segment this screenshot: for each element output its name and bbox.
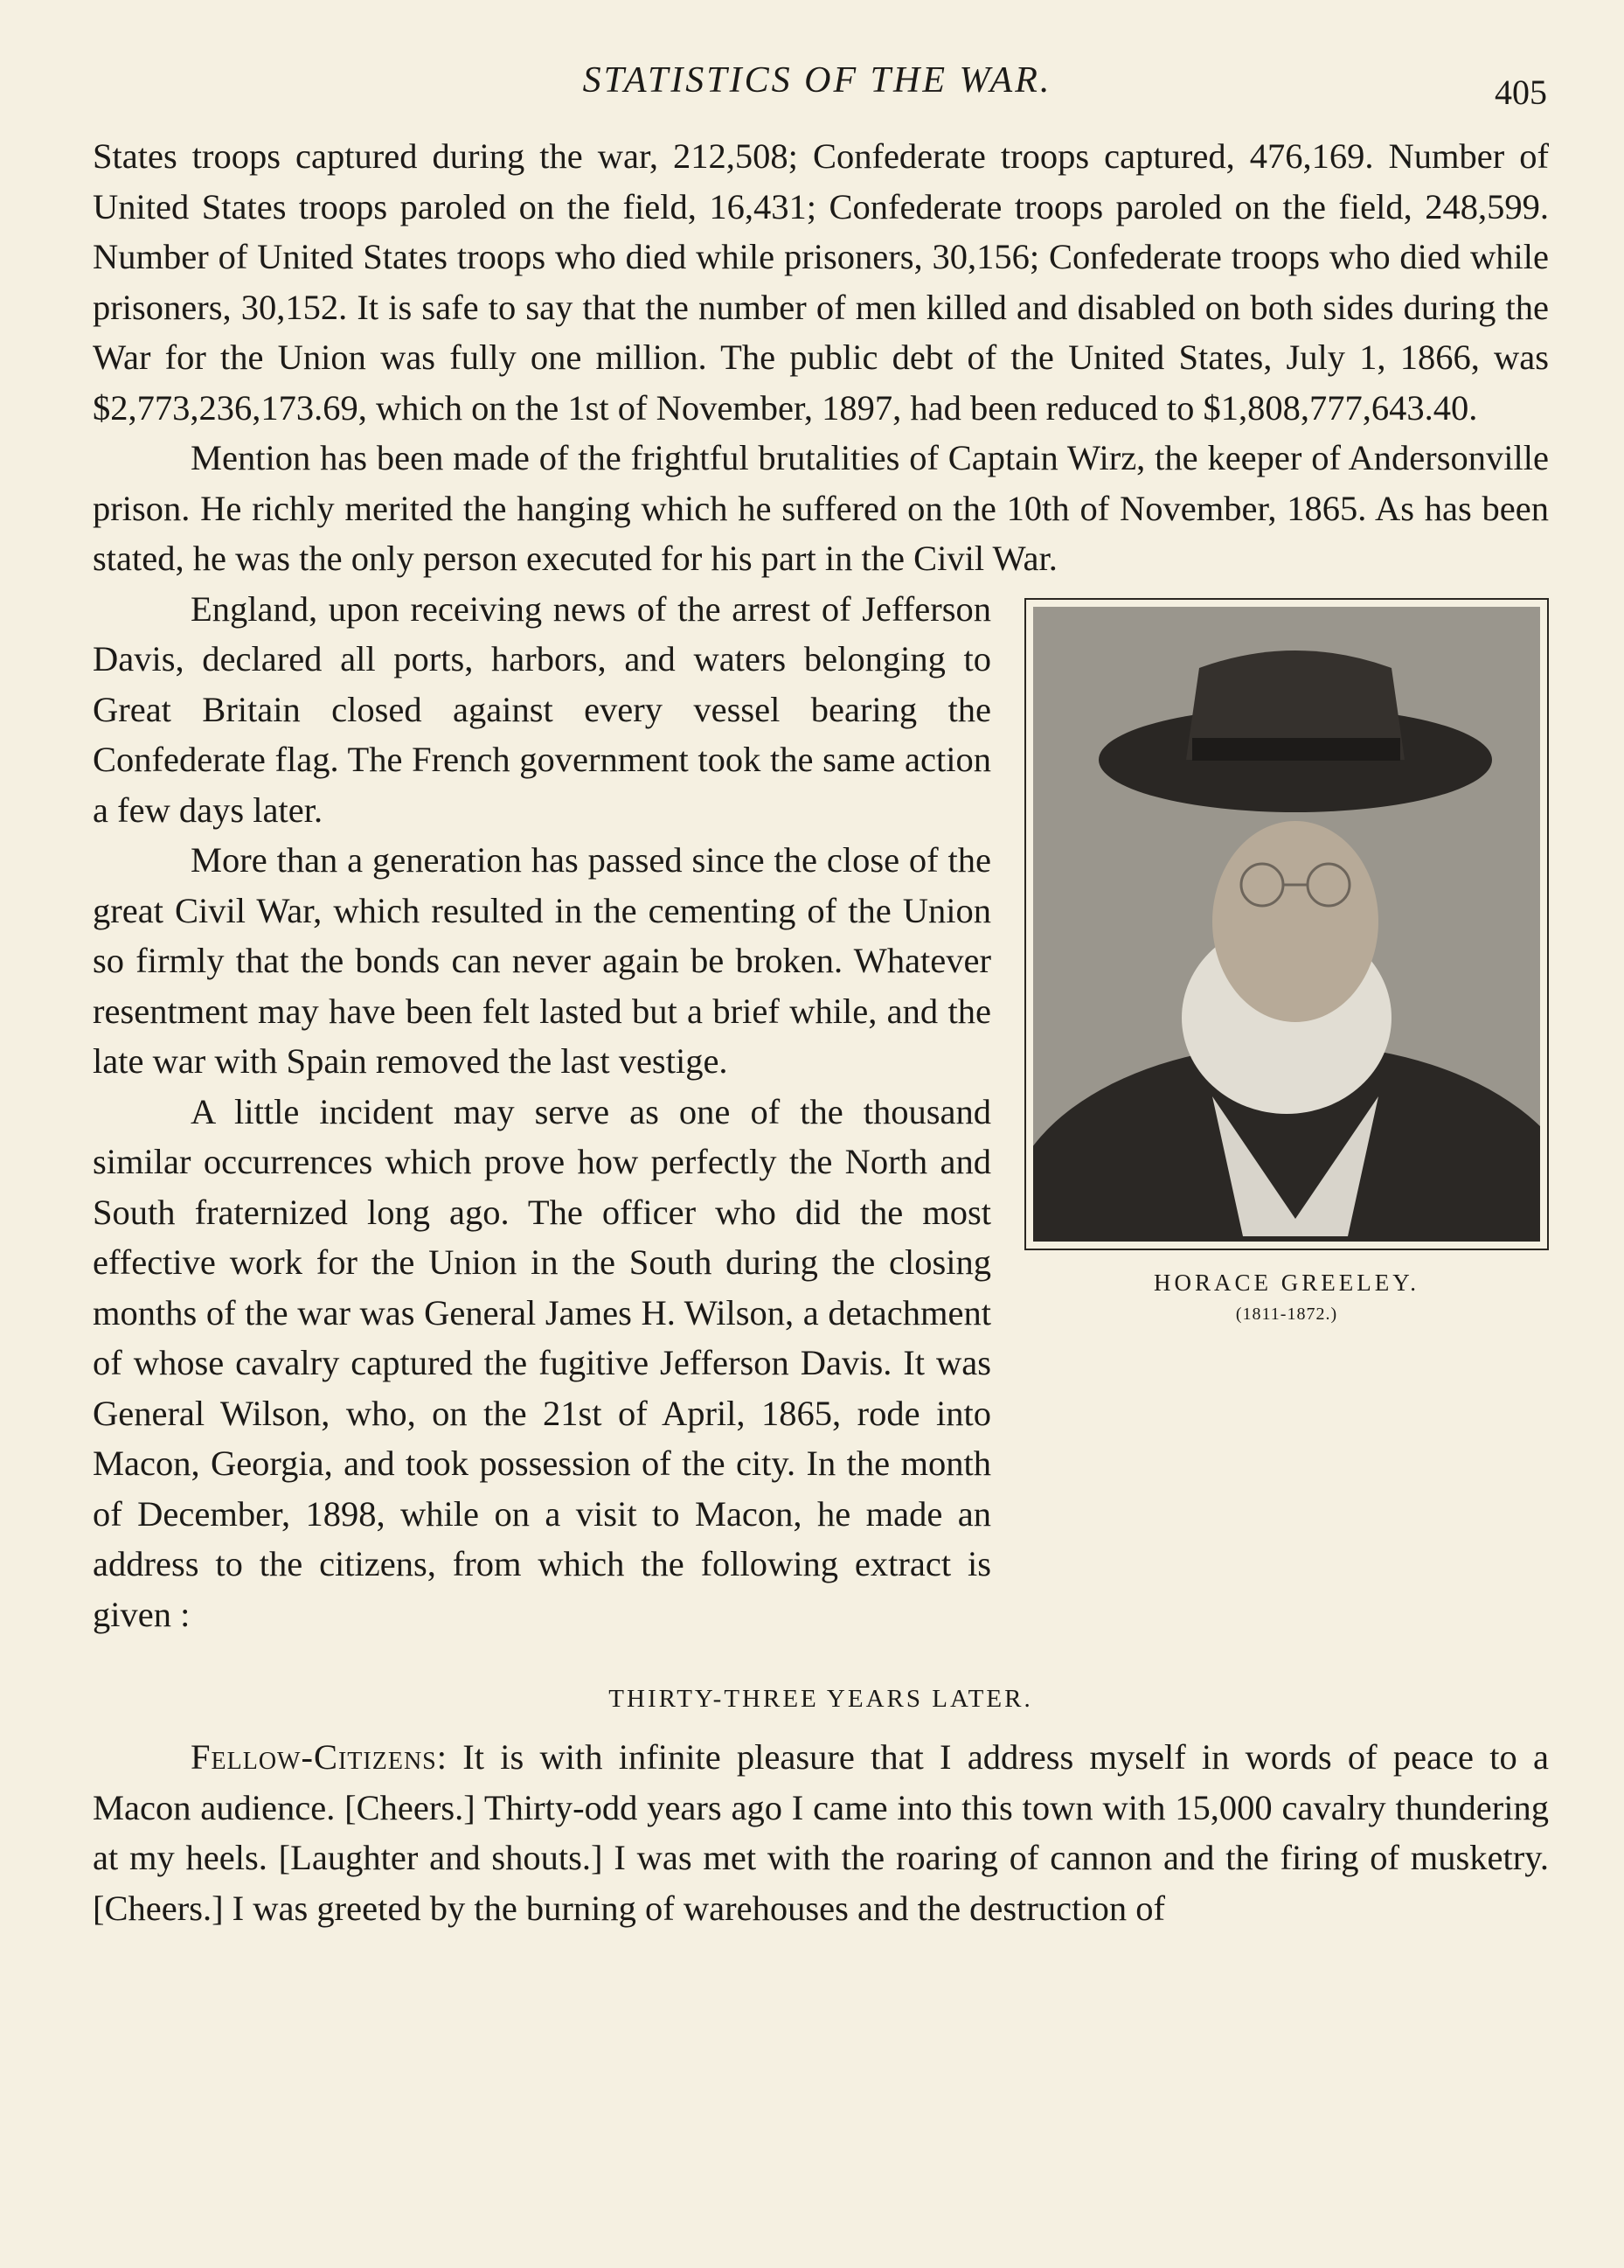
paragraph-wirz: Mention has been made of the frightful brutalities of Captain Wirz, the keeper of Andersonville prison. He richly merited the hanging which he suffered on the 10th of November, 1865. As has been stated, he was the only person executed for his part in the Civil War. — [93, 438, 1549, 578]
page-header — [87, 59, 1547, 121]
portrait-caption — [1024, 1266, 1549, 1329]
speech-text: : It is with infinite pleasure that I address myself in words of peace to a Macon audience. [Cheers.] Thirty-odd years ago I came into this town with 15,000 cavalry thundering at my heels. [Laughter and shouts.] I was met with the roaring of cannon and the firing of musketry. [Cheers.] I was greeted by the burning of warehouses and the destruction of — [93, 1737, 1549, 1928]
portrait-figure — [1024, 584, 1549, 1598]
portrait-frame — [1024, 598, 1549, 1250]
page-number: 405 — [1495, 73, 1547, 112]
paragraph-speech — [93, 1732, 1549, 1933]
running-title: STATISTICS OF THE WAR. — [582, 60, 1052, 101]
paragraph-incident: A little incident may serve as one of the thousand similar occurrences which prove how perfectly the North and South fraternized long ago. The officer who did the most effective work for the Union in the South during the closing months of the war was General James H. Wilson, a detachment of whose cavalry captured the fugitive Jefferson Davis. It was General Wilson, who, on the 21st of April, 1865, rode into Macon, Georgia, and took possession of the city. In the month of December, 1898, while on a visit to Macon, he made an address to the citizens, from which the following extract is given : — [93, 1091, 991, 1634]
portrait-illustration — [1033, 607, 1540, 1242]
caption-dates: (1811-1872.) — [1235, 1304, 1338, 1324]
paragraph-statistics: States troops captured during the war, 212,508; Confederate troops captured, 476,169. Number of United States troops paroled on the field, 16,431; Confederate troops paroled on the field, 248,599. Number of United States troops who died while prisoners, 30,156; Confederate troops who died while prisoners, 30,152. It is safe to say that the number of men killed and disabled on both sides during the War for the Union was fully one million. The public debt of the United States, July 1, 1866, was $2,773,236,173.69, which on the 1st of November, 1897, had been reduced to $1,808,777,643.40. — [93, 136, 1549, 428]
portrait-photo — [1033, 607, 1540, 1242]
section-heading: THIRTY-THREE YEARS LATER. — [608, 1685, 1033, 1713]
paragraph-england: England, upon receiving news of the arrest of Jefferson Davis, declared all ports, harbors, and waters belonging to Great Britain closed against every vessel bearing the Confederate flag. The French government took the same action a few days later. — [93, 588, 991, 830]
caption-name: HORACE GREELEY. — [1153, 1269, 1419, 1296]
speech-salutation: Fellow-Citizens — [191, 1737, 437, 1777]
page-body — [93, 131, 1549, 1933]
paragraph-generation: More than a generation has passed since the close of the great Civil War, which resulted in the cementing of the Union so firmly that the bonds can never again be broken. Whatever resentment may have been felt lasted but a brief while, and the late war with Spain removed the last vestige. — [93, 840, 991, 1081]
